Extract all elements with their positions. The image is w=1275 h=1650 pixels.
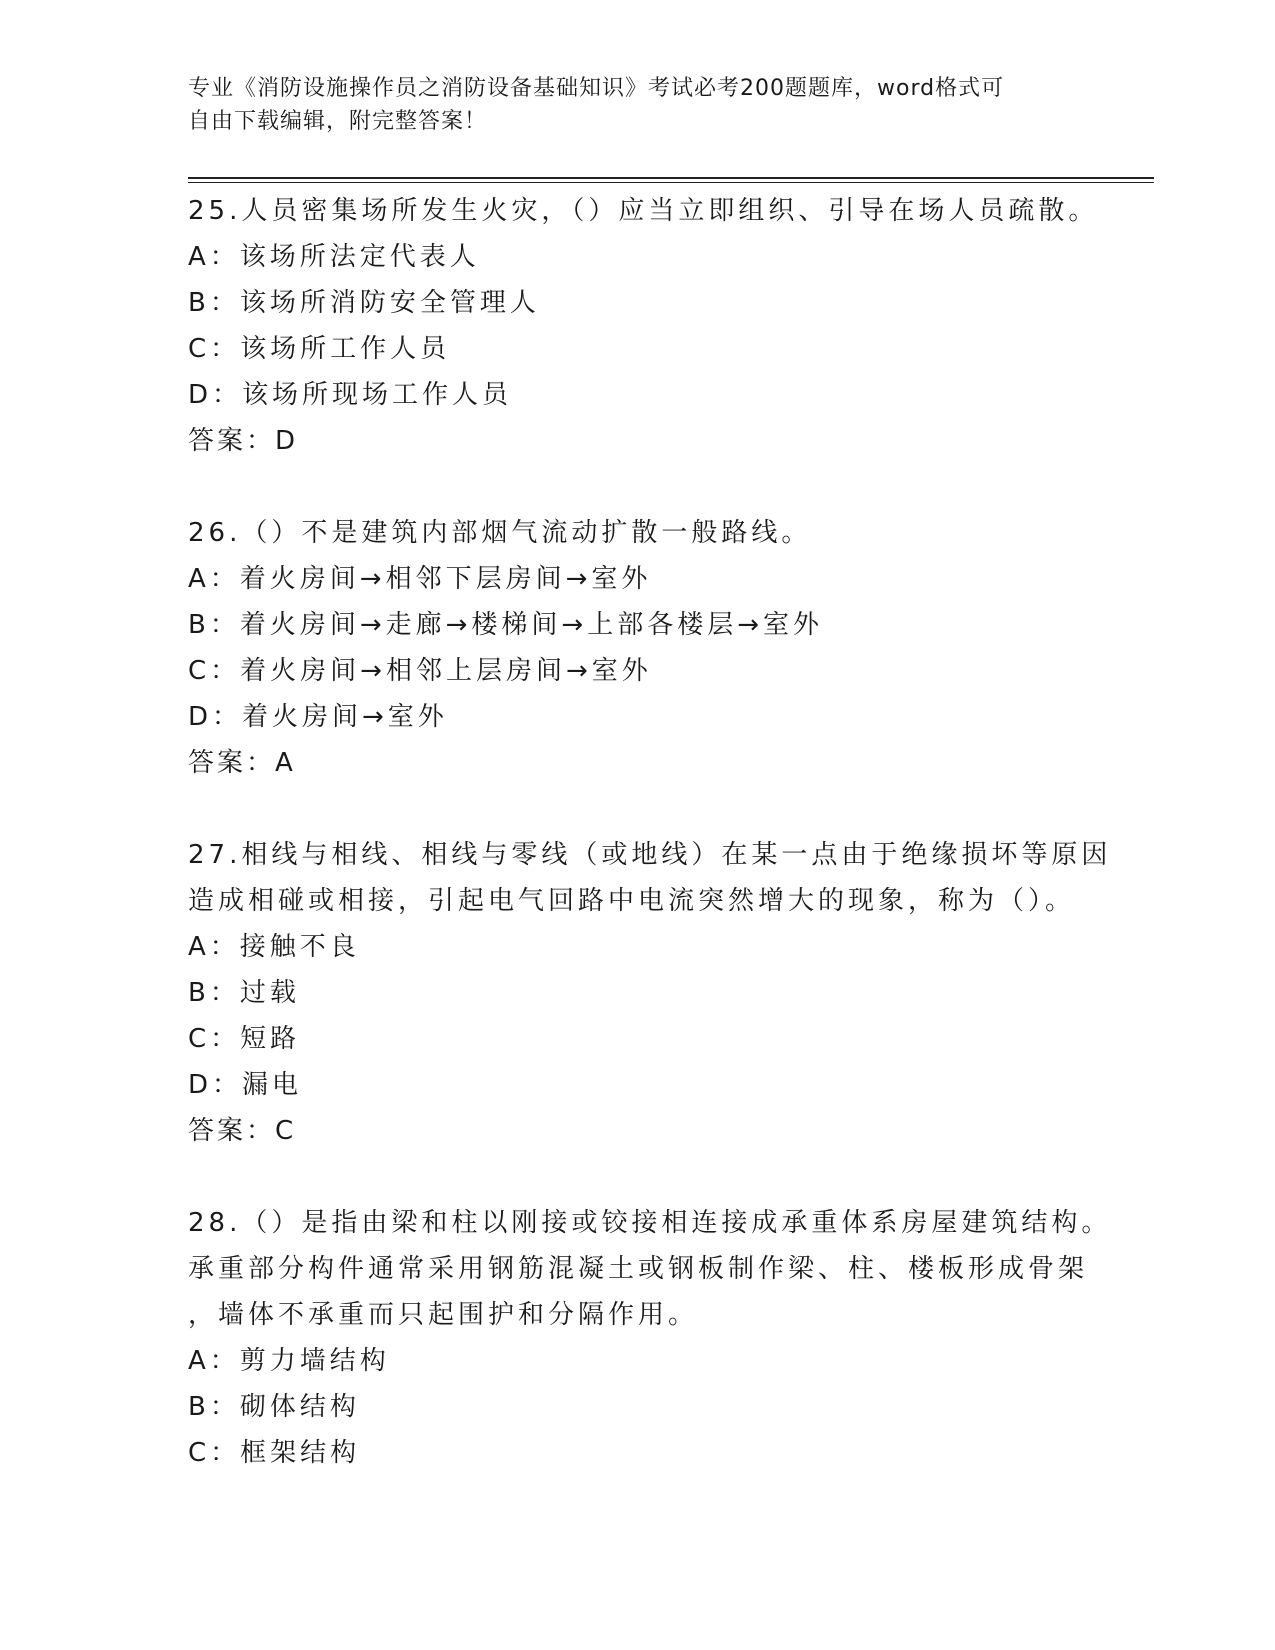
question-stem: 26.（）不是建筑内部烟气流动扩散一般路线。 [188,518,812,548]
option-a: A：着火房间→相邻下层房间→室外 [188,564,652,594]
option-b: B：过载 [188,978,300,1008]
question-25 [188,188,1099,464]
question-stem-line-1: 28.（）是指由梁和柱以刚接或铰接相连接成承重体系房屋建筑结构。 [188,1208,1112,1238]
answer-value: A [275,748,294,778]
option-c: C：短路 [188,1024,301,1054]
option-b: B：着火房间→走廊→楼梯间→上部各楼层→室外 [188,610,823,640]
question-28 [188,1200,1112,1476]
header-line-2: 自由下载编辑，附完整答案！ [188,109,488,134]
option-d: D：该场所现场工作人员 [188,380,513,410]
header-line-1: 专业《消防设施操作员之消防设备基础知识》考试必考200题题库，word格式可 [188,76,1005,101]
option-c: C：该场所工作人员 [188,334,451,364]
answer-label: 答案： [188,1116,276,1146]
answer-line [188,1108,1088,1154]
option-a: A：剪力墙结构 [188,1346,390,1376]
option-a: A：该场所法定代表人 [188,242,480,272]
option-b: B：该场所消防安全管理人 [188,288,540,318]
answer-line [188,740,1088,786]
option-c: C：着火房间→相邻上层房间→室外 [188,656,652,686]
answer-label: 答案： [188,748,276,778]
option-d: D：漏电 [188,1070,303,1100]
question-stem-line-2: 造成相碰或相接，引起电气回路中电流突然增大的现象，称为（）。 [188,886,1076,916]
question-27 [188,832,1112,1154]
question-stem-line-2: 承重部分构件通常采用钢筋混凝土或钢板制作梁、柱、楼板形成骨架 [188,1254,1089,1284]
answer-line [188,418,1088,464]
question-stem: 25.人员密集场所发生火灾，（）应当立即组织、引导在场人员疏散。 [188,196,1099,226]
question-stem-line-1: 27.相线与相线、相线与零线（或地线）在某一点由于绝缘损坏等原因 [188,840,1112,870]
option-d: D：着火房间→室外 [188,702,448,732]
document-header [188,72,1068,138]
question-list [188,188,1112,1522]
answer-label: 答案： [188,426,276,456]
answer-value: D [275,426,297,456]
option-c: C：框架结构 [188,1438,361,1468]
answer-value: C [275,1116,295,1146]
question-stem-line-3: ，墙体不承重而只起围护和分隔作用。 [188,1300,699,1330]
header-divider [188,177,1154,183]
option-b: B：砌体结构 [188,1392,360,1422]
option-a: A：接触不良 [188,932,360,962]
question-26 [188,510,1088,786]
